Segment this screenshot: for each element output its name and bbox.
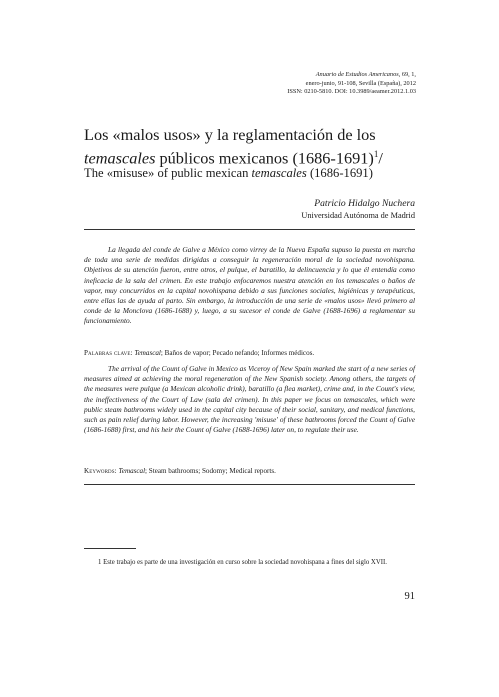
keywords-es-label: Palabras clave: [84,349,133,357]
subtitle-part1: The «misuse» of public mexican [84,166,252,180]
footnote: 1 Este trabajo es parte de una investigación en curso sobre la sociedad novohispana a fines del siglo XVII. [98,559,387,566]
keywords-en-rest: ; Steam bathrooms; Sodomy; Medical reports. [145,467,276,475]
title-footnote-mark: 1 [373,148,379,159]
keywords-es-first: Temascal [134,349,161,357]
keywords-english [84,466,415,476]
rule-top [84,229,415,230]
journal-name: Anuario de Estudios Americanos [315,71,399,78]
article-subtitle [84,166,424,181]
title-part1: Los «malos usos» y la reglamentación de los [84,125,376,144]
journal-header [156,71,416,97]
footnote-rule [84,548,136,549]
title-tail: / [378,147,383,167]
abstract-english: The arrival of the Count of Galve in Mexico as Viceroy of New Spain marked the start of a new series of measures aimed at achieving the moral regeneration of the New Spanish society. Among others, the targets of the measures were pulque (a Mexican alcoholic drink), baratillo (a flea market), crime and, in the Count's view, the ineffectiveness of the Court of Law (sala del crimen). In this paper we focus on temascales, which were public steam bathrooms widely used in the capital city because of their social, sanitary, and medical functions, such as pain relief during labor. However, the increasing 'misuse' of these bathrooms forced the Count of Galve (1686-1688) first, and his heir the Count of Galve (1688-1696) later on, to regulate their use. [84,364,415,435]
journal-citation-line2: enero-junio, 91-108, Sevilla (España), 2012 [305,79,416,87]
keywords-en-label: Keywords: [84,467,117,475]
author-affiliation: Universidad Autónoma de Madrid [301,211,415,220]
journal-citation-line1 [156,71,416,80]
keywords-spanish [84,348,415,358]
article-title [84,126,424,167]
journal-issue: , 69, 1, [398,71,416,78]
keywords-es-rest: ; Baños de vapor; Pecado nefando; Informes médicos. [160,349,315,357]
subtitle-part2: (1686-1691) [306,166,373,180]
abstract-spanish: La llegada del conde de Galve a México como virrey de la Nueva España supuso la puesta en marcha de toda una serie de medidas dirigidas a conseguir la regeneración moral de la sociedad novohispana. Objetivos de su atención fueron, entre otros, el pulque, el baratillo, la delincuencia y lo que él entendía como ineficacia de la sala del crimen. En este trabajo enfocaremos nuestra atención en los temascales o baños de vapor, muy concurridos en la capital novohispana debido a sus funciones sociales, higiénicas y terapéuticas, entre ellas las de ayuda al parto. Sin embargo, la introducción de una serie de «malos usos» llevó primero al conde de la Monclova (1686-1688) y, luego, a su sucesor el conde de Galve (1688-1696) a reglamentar su funcionamiento. [84,245,415,326]
title-part2: públicos mexicanos (1686-1691) [155,147,374,167]
subtitle-italic: temascales [251,166,307,180]
rule-bottom [84,484,415,485]
title-italic: temascales [84,147,156,167]
journal-issn-doi: ISSN: 0210-5810. DOI: 10.3989/aeamer.2012.1.03 [287,88,416,96]
keywords-en-first: Temascal [118,467,146,475]
page-number: 91 [404,591,415,602]
author-name: Patricio Hidalgo Nuchera [314,198,415,209]
